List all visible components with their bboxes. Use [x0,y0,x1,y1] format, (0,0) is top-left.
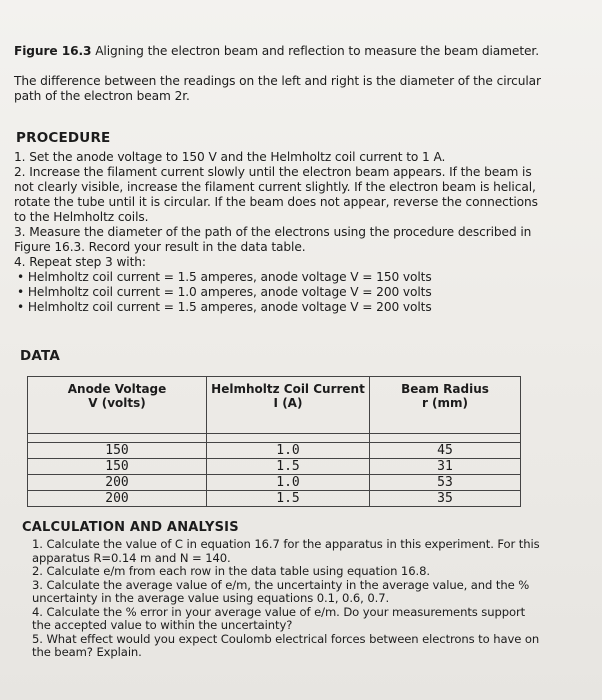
spacer-cell [28,434,207,443]
spacer-cell [370,434,521,443]
data-table-header-row [28,377,521,434]
figure-description [14,74,590,104]
table-spacer-row [28,434,521,443]
procedure-list [14,150,590,315]
procedure-bullet: • Helmholtz coil current = 1.5 amperes, anode voltage V = 200 volts [17,300,432,314]
data-table-wrapper [27,376,511,507]
figure-label: Figure 16.3 [14,44,92,58]
table-row [28,459,521,475]
figure-description-line: path of the electron beam 2r. [14,89,190,103]
procedure-line: not clearly visible, increase the filament current slightly. If the electron beam is helical, [14,180,536,194]
procedure-line: to the Helmholtz coils. [14,210,149,224]
cell-current: 1.0 [207,475,370,491]
table-row [28,491,521,507]
header-anode-voltage [28,377,207,434]
cell-current: 1.0 [207,443,370,459]
cell-radius: 35 [370,491,521,507]
cell-radius: 53 [370,475,521,491]
header-line: Helmholtz Coil Current [211,382,365,396]
calculation-heading: CALCULATION AND ANALYSIS [22,520,239,535]
cell-current: 1.5 [207,491,370,507]
figure-description-line: The difference between the readings on the left and right is the diameter of the circular [14,74,541,88]
calculation-line: 1. Calculate the value of C in equation 16.7 for the apparatus in this experiment. For this [32,537,540,551]
figure-caption-text: Aligning the electron beam and reflection to measure the beam diameter. [95,44,539,58]
data-table [27,376,521,507]
header-beam-radius [370,377,521,434]
calculation-line: 2. Calculate e/m from each row in the data table using equation 16.8. [32,564,430,578]
procedure-line: Figure 16.3. Record your result in the data table. [14,240,306,254]
cell-voltage: 200 [28,491,207,507]
table-row [28,443,521,459]
data-heading: DATA [20,348,61,364]
procedure-line: 1. Set the anode voltage to 150 V and the Helmholtz coil current to 1 A. [14,150,446,164]
header-line: Anode Voltage [67,382,167,396]
calculation-line: apparatus R=0.14 m and N = 140. [32,550,231,565]
procedure-bullet: • Helmholtz coil current = 1.0 amperes, anode voltage V = 200 volts [17,285,432,299]
procedure-bullet: • Helmholtz coil current = 1.5 amperes, anode voltage V = 150 volts [17,270,432,284]
procedure-line: 4. Repeat step 3 with: [14,255,146,269]
spacer-cell [207,434,370,443]
header-line: r (mm) [421,396,469,410]
cell-voltage: 150 [28,443,207,459]
calculation-line: 3. Calculate the average value of e/m, the uncertainty in the average value, and the % [32,577,530,592]
calculation-line: 4. Calculate the % error in your average value of e/m. Do your measurements support [32,604,526,619]
calculation-line: the accepted value to within the uncertainty? [32,618,293,632]
calculation-line: 5. What effect would you expect Coulomb electrical forces between electrons to have on [32,631,540,646]
procedure-line: 2. Increase the filament current slowly until the electron beam appears. If the beam is [14,165,532,179]
header-line: Beam Radius [401,382,489,396]
figure-caption [14,44,590,59]
header-line: V (volts) [88,396,146,410]
calculation-line: the beam? Explain. [32,645,142,659]
calculation-list [32,538,586,660]
calculation-line: uncertainty in the average value using equations 0.1, 0.6, 0.7. [32,591,390,605]
header-line: I (A) [273,396,303,410]
procedure-heading: PROCEDURE [16,130,111,146]
cell-current: 1.5 [207,459,370,475]
procedure-line: 3. Measure the diameter of the path of the electrons using the procedure described in [14,225,532,239]
cell-radius: 45 [370,443,521,459]
cell-radius: 31 [370,459,521,475]
table-row [28,475,521,491]
cell-voltage: 200 [28,475,207,491]
cell-voltage: 150 [28,459,207,475]
header-coil-current [207,377,370,434]
procedure-line: rotate the tube until it is circular. If the beam does not appear, reverse the connections [14,195,538,209]
